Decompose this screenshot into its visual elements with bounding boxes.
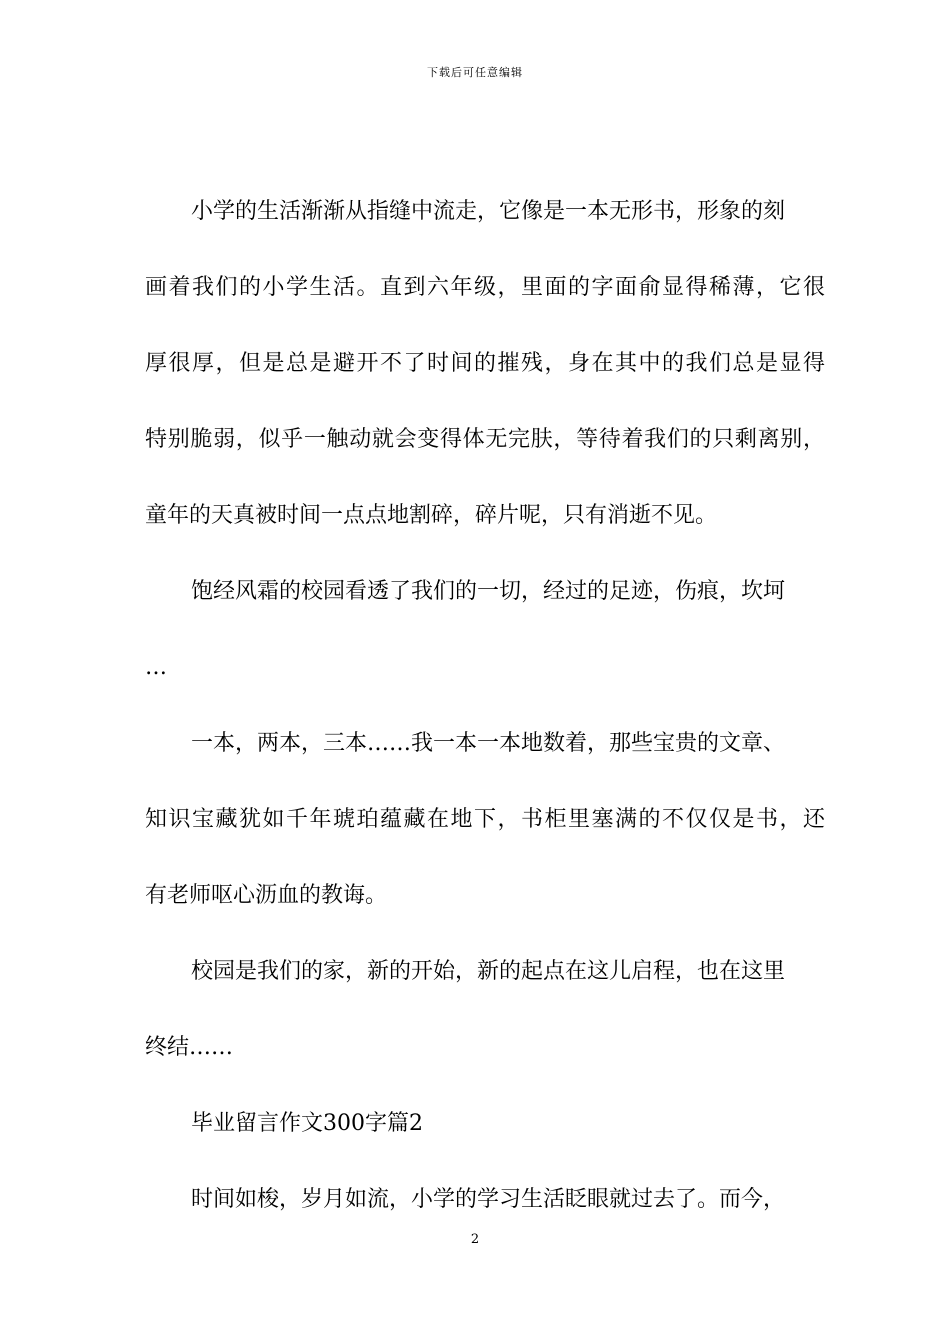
paragraph-line: 厚很厚，但是总是避开不了时间的摧残，身在其中的我们总是显得: [145, 351, 825, 376]
paragraph-line: 校园是我们的家，新的开始，新的起点在这儿启程，也在这里: [191, 959, 786, 984]
paragraph-line: 知识宝藏犹如千年琥珀蕴藏在地下，书柜里塞满的不仅仅是书，还: [145, 807, 825, 832]
document-body: [145, 200, 825, 1264]
section-heading: 毕业留言作文300字篇2: [191, 1111, 423, 1136]
paragraph-line: 一本，两本，三本……我一本一本地数着，那些宝贵的文章、: [191, 731, 786, 756]
paragraph-line: 终结……: [145, 1035, 234, 1060]
page-header: 下载后可任意编辑: [427, 66, 523, 79]
paragraph-line: …: [145, 655, 167, 680]
paragraph-line: 画着我们的小学生活。直到六年级，里面的字面俞显得稀薄，它很: [145, 275, 825, 300]
paragraph-line: 小学的生活渐渐从指缝中流走，它像是一本无形书，形象的刻: [191, 199, 786, 224]
paragraph-line: 童年的天真被时间一点点地割碎，碎片呢，只有消逝不见。: [145, 503, 718, 528]
paragraph-line: 饱经风霜的校园看透了我们的一切，经过的足迹，伤痕，坎坷: [191, 579, 786, 604]
paragraph-line: 有老师呕心沥血的教诲。: [145, 883, 388, 908]
page-number: 2: [470, 1232, 480, 1247]
paragraph-line: 特别脆弱，似乎一触动就会变得体无完肤，等待着我们的只剩离别，: [145, 427, 825, 452]
paragraph-line: 时间如梭，岁月如流，小学的学习生活眨眼就过去了。而今，: [191, 1187, 786, 1212]
